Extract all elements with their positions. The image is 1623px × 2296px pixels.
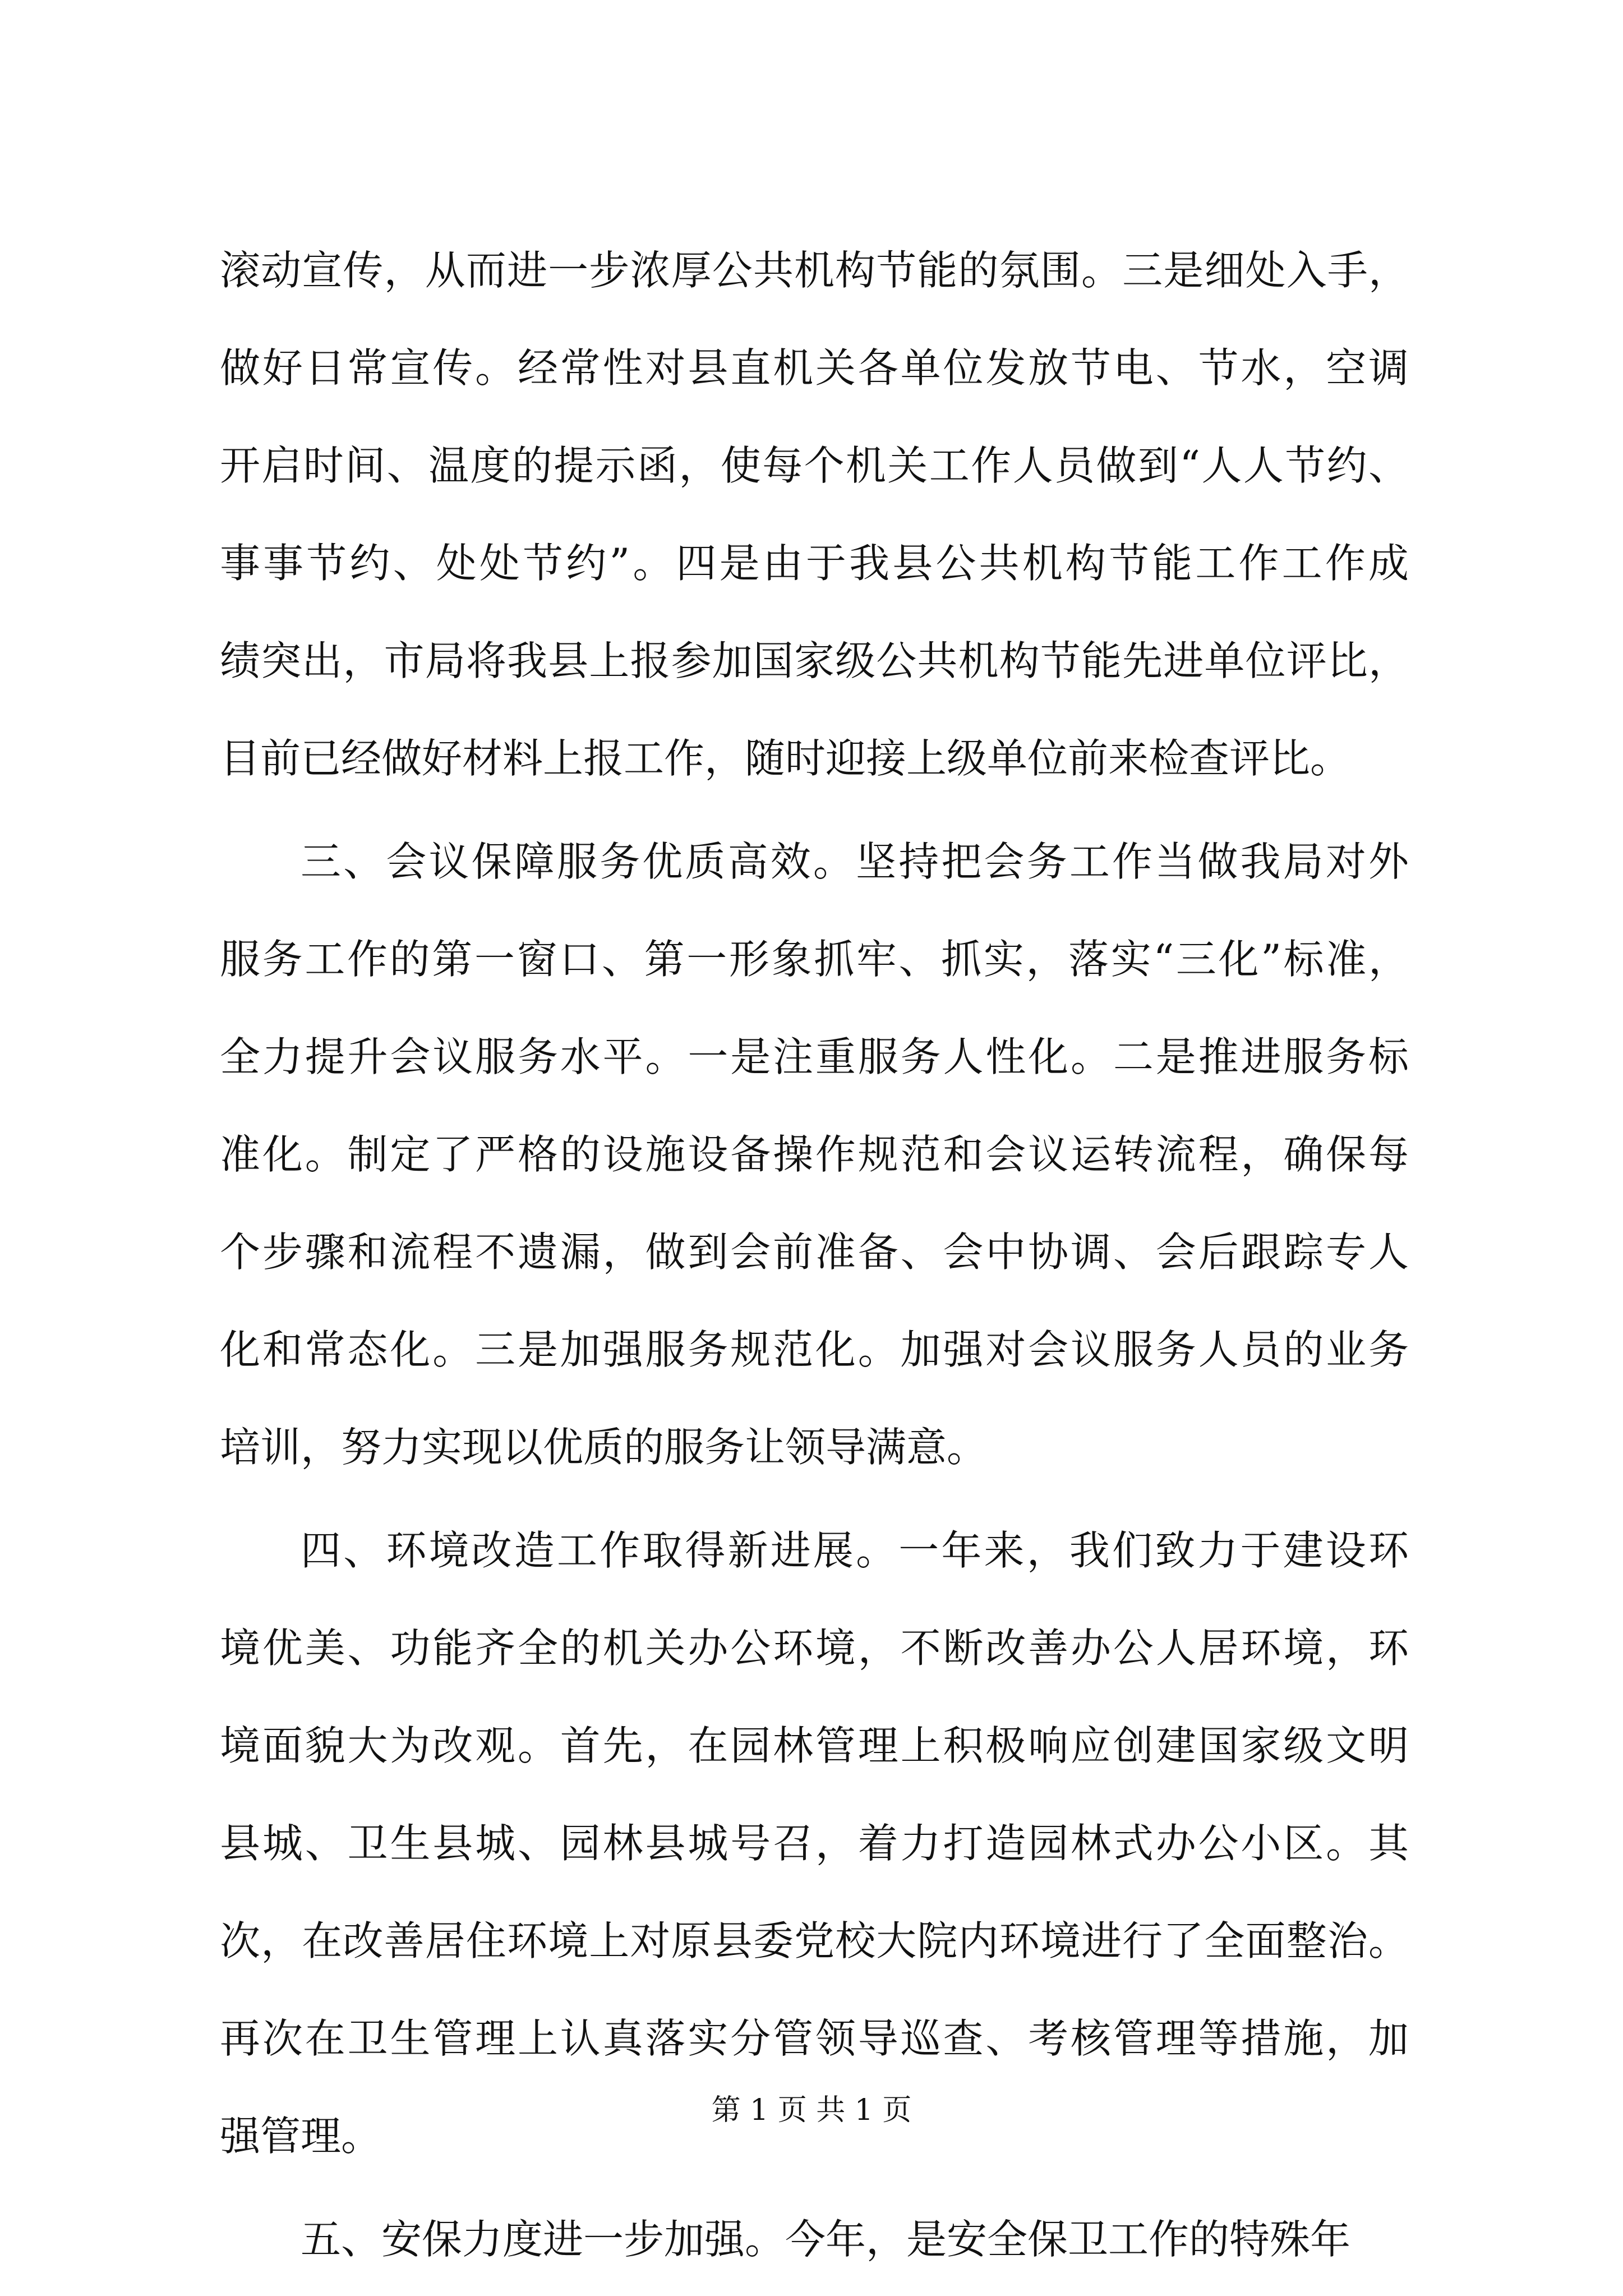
text-line: 强管理。	[220, 2113, 382, 2160]
document-body	[220, 222, 1409, 2288]
page-footer	[0, 2088, 1623, 2133]
text-line: 再次在卫生管理上认真落实分管领导巡查、考核管理等措施，加	[220, 2015, 1409, 2062]
text-line: 境面貌大为改观。首先，在园林管理上积极响应创建国家级文明	[220, 1722, 1409, 1769]
text-line: 三、会议保障服务优质高效。坚持把会务工作当做我局对外	[301, 838, 1409, 885]
paragraph-environment	[220, 1502, 1409, 2185]
page-number-label: 第 1 页 共 1 页	[711, 2093, 912, 2127]
text-line: 服务工作的第一窗口、第一形象抓牢、抓实，落实“三化”标准，	[220, 936, 1409, 983]
paragraph-spacer	[220, 807, 1409, 813]
paragraph-security	[220, 2191, 1409, 2288]
text-line: 县城、卫生县城、园林县城号召，着力打造园林式办公小区。其	[220, 1820, 1409, 1867]
text-line: 四、环境改造工作取得新进展。一年来，我们致力于建设环	[301, 1527, 1409, 1574]
text-line: 绩突出，市局将我县上报参加国家级公共机构节能先进单位评比，	[220, 637, 1409, 684]
text-line: 开启时间、温度的提示函，使每个机关工作人员做到“人人节约、	[220, 442, 1409, 489]
text-line: 个步骤和流程不遗漏，做到会前准备、会中协调、会后跟踪专人	[220, 1228, 1409, 1276]
paragraph-spacer	[220, 2185, 1409, 2191]
paragraph-continuation	[220, 222, 1409, 807]
text-line: 培训，努力实现以优质的服务让领导满意。	[220, 1424, 988, 1471]
text-line: 事事节约、处处节约”。四是由于我县公共机构节能工作工作成	[220, 540, 1409, 587]
text-line: 五、安保力度进一步加强。今年，是安全保卫工作的特殊年	[301, 2216, 1351, 2263]
text-line: 次，在改善居住环境上对原县委党校大院内环境进行了全面整治。	[220, 1917, 1409, 1964]
paragraph-spacer	[220, 1496, 1409, 1502]
paragraph-meeting-service	[220, 813, 1409, 1496]
text-line: 化和常态化。三是加强服务规范化。加强对会议服务人员的业务	[220, 1326, 1409, 1373]
text-line: 目前已经做好材料上报工作，随时迎接上级单位前来检查评比。	[220, 735, 1351, 782]
text-line: 境优美、功能齐全的机关办公环境，不断改善办公人居环境，环	[220, 1625, 1409, 1672]
text-line: 滚动宣传，从而进一步浓厚公共机构节能的氛围。三是细处入手，	[220, 247, 1409, 294]
text-line: 准化。制定了严格的设施设备操作规范和会议运转流程，确保每	[220, 1131, 1409, 1178]
text-line: 全力提升会议服务水平。一是注重服务人性化。二是推进服务标	[220, 1033, 1409, 1080]
text-line: 做好日常宣传。经常性对县直机关各单位发放节电、节水，空调	[220, 344, 1409, 392]
